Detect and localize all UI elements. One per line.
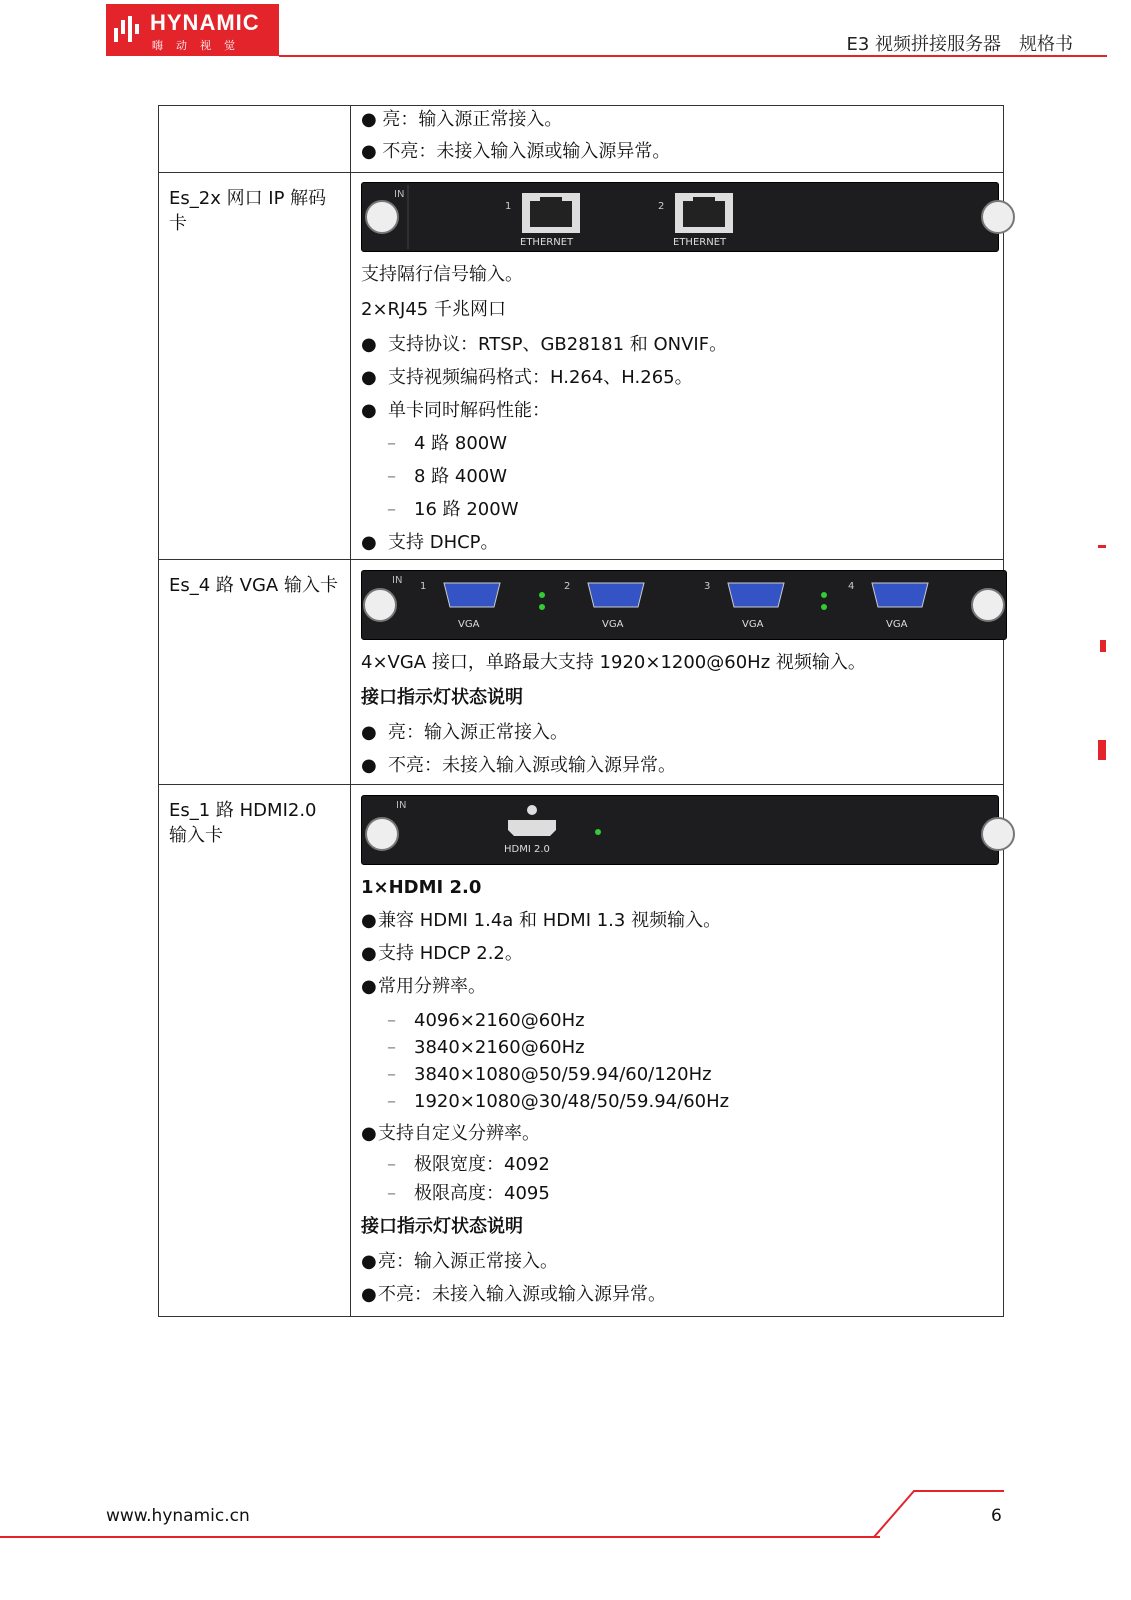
table-row xyxy=(159,173,1004,560)
card-name-cell xyxy=(159,785,351,1317)
table-row xyxy=(159,560,1004,785)
card-desc-cell xyxy=(351,173,1004,560)
list-item: ● 不亮：未接入输入源或输入源异常。 xyxy=(361,141,671,162)
table-row xyxy=(159,106,1004,173)
svg-text:IN: IN xyxy=(392,575,403,586)
svg-text:VGA: VGA xyxy=(886,619,908,630)
svg-text:1: 1 xyxy=(420,581,427,592)
svg-text:ETHERNET: ETHERNET xyxy=(673,237,727,248)
brand-subtitle: 嗨动视觉 xyxy=(152,39,248,52)
ethernet-panel-graphic xyxy=(362,183,1018,251)
list-item: – 16 路 200W xyxy=(387,499,519,520)
list-item: 2×RJ45 千兆网口 xyxy=(361,299,506,320)
list-item: ● 支持视频编码格式：H.264、H.265。 xyxy=(361,367,693,388)
svg-text:3: 3 xyxy=(704,581,711,592)
vga-port-1 xyxy=(420,581,500,630)
brand-name: HYNAMIC xyxy=(150,10,260,35)
vga-panel-graphic xyxy=(362,571,1006,639)
card-desc-cell xyxy=(351,560,1004,785)
card-name: Es_4 路 VGA 输入卡 xyxy=(169,575,338,596)
hdmi-panel-graphic xyxy=(362,796,1018,864)
vga-port-3 xyxy=(704,581,784,630)
card-name-cell xyxy=(159,106,351,173)
list-item: – 极限宽度：4092 xyxy=(387,1154,550,1175)
list-item: – 1920×1080@30/48/50/59.94/60Hz xyxy=(387,1091,730,1112)
vga-card-image xyxy=(361,570,1007,640)
list-item: – 4096×2160@60Hz xyxy=(387,1010,585,1031)
footer-swoosh xyxy=(870,1488,1010,1540)
list-item: ● 不亮：未接入输入源或输入源异常。 xyxy=(361,755,676,776)
logo-mark-icon xyxy=(112,12,142,48)
svg-text:2: 2 xyxy=(658,201,665,212)
svg-text:ETHERNET: ETHERNET xyxy=(520,237,574,248)
svg-text:VGA: VGA xyxy=(602,619,624,630)
list-item: ●不亮：未接入输入源或输入源异常。 xyxy=(361,1284,666,1305)
card-name: Es_2x 网口 IP 解码卡 xyxy=(169,188,327,234)
list-item: ●亮：输入源正常接入。 xyxy=(361,1251,558,1272)
svg-text:IN: IN xyxy=(396,800,407,811)
section-heading: 接口指示灯状态说明 xyxy=(361,1216,523,1237)
card-desc-cell xyxy=(351,785,1004,1317)
list-item: ● 支持 DHCP。 xyxy=(361,532,499,553)
section-heading: 1×HDMI 2.0 xyxy=(361,877,482,898)
list-item: – 极限高度：4095 xyxy=(387,1183,550,1204)
edge-decoration xyxy=(1098,545,1106,548)
svg-text:HDMI 2.0: HDMI 2.0 xyxy=(504,844,550,855)
svg-text:1: 1 xyxy=(505,201,512,212)
vga-port-2 xyxy=(564,581,644,630)
list-item: – 8 路 400W xyxy=(387,466,508,487)
list-item: ●常用分辨率。 xyxy=(361,976,486,997)
header-rule xyxy=(279,55,1107,57)
footer-rule xyxy=(0,1536,880,1538)
card-desc-cell xyxy=(351,106,1004,173)
company-logo xyxy=(106,4,279,56)
list-item: ● 支持协议：RTSP、GB28181 和 ONVIF。 xyxy=(361,334,728,355)
list-item: ● 亮：输入源正常接入。 xyxy=(361,722,568,743)
hdmi-port xyxy=(504,805,556,855)
hdmi-card-image xyxy=(361,795,999,865)
card-name-cell xyxy=(159,560,351,785)
vga-port-4 xyxy=(848,581,928,630)
section-heading: 接口指示灯状态说明 xyxy=(361,687,523,708)
card-name-cell xyxy=(159,173,351,560)
svg-text:2: 2 xyxy=(564,581,571,592)
card-name: Es_1 路 HDMI2.0 输入卡 xyxy=(169,800,317,846)
list-item: ● 亮：输入源正常接入。 xyxy=(361,109,563,130)
list-item: – 3840×1080@50/59.94/60/120Hz xyxy=(387,1064,712,1085)
svg-text:4: 4 xyxy=(848,581,855,592)
list-item: – 4 路 800W xyxy=(387,433,508,454)
list-item: ● 单卡同时解码性能： xyxy=(361,400,550,421)
list-item: ●兼容 HDMI 1.4a 和 HDMI 1.3 视频输入。 xyxy=(361,910,722,931)
list-item: 支持隔行信号输入。 xyxy=(361,264,523,285)
svg-text:VGA: VGA xyxy=(458,619,480,630)
list-item: 4×VGA 接口，单路最大支持 1920×1200@60Hz 视频输入。 xyxy=(361,652,866,673)
list-item: ●支持 HDCP 2.2。 xyxy=(361,943,523,964)
page-number: 6 xyxy=(991,1506,1002,1526)
edge-decoration xyxy=(1100,640,1106,652)
list-item: ●支持自定义分辨率。 xyxy=(361,1123,540,1144)
svg-text:VGA: VGA xyxy=(742,619,764,630)
document-title: E3 视频拼接服务器 规格书 xyxy=(846,34,1073,55)
table-row xyxy=(159,785,1004,1317)
edge-decoration xyxy=(1098,740,1106,760)
rj45-port-2 xyxy=(658,193,733,248)
spec-table xyxy=(158,105,1004,1317)
rj45-port-1 xyxy=(505,193,580,248)
in-label: IN xyxy=(394,189,405,200)
ethernet-card-image xyxy=(361,182,999,252)
list-item: – 3840×2160@60Hz xyxy=(387,1037,585,1058)
footer-url: www.hynamic.cn xyxy=(106,1506,250,1526)
